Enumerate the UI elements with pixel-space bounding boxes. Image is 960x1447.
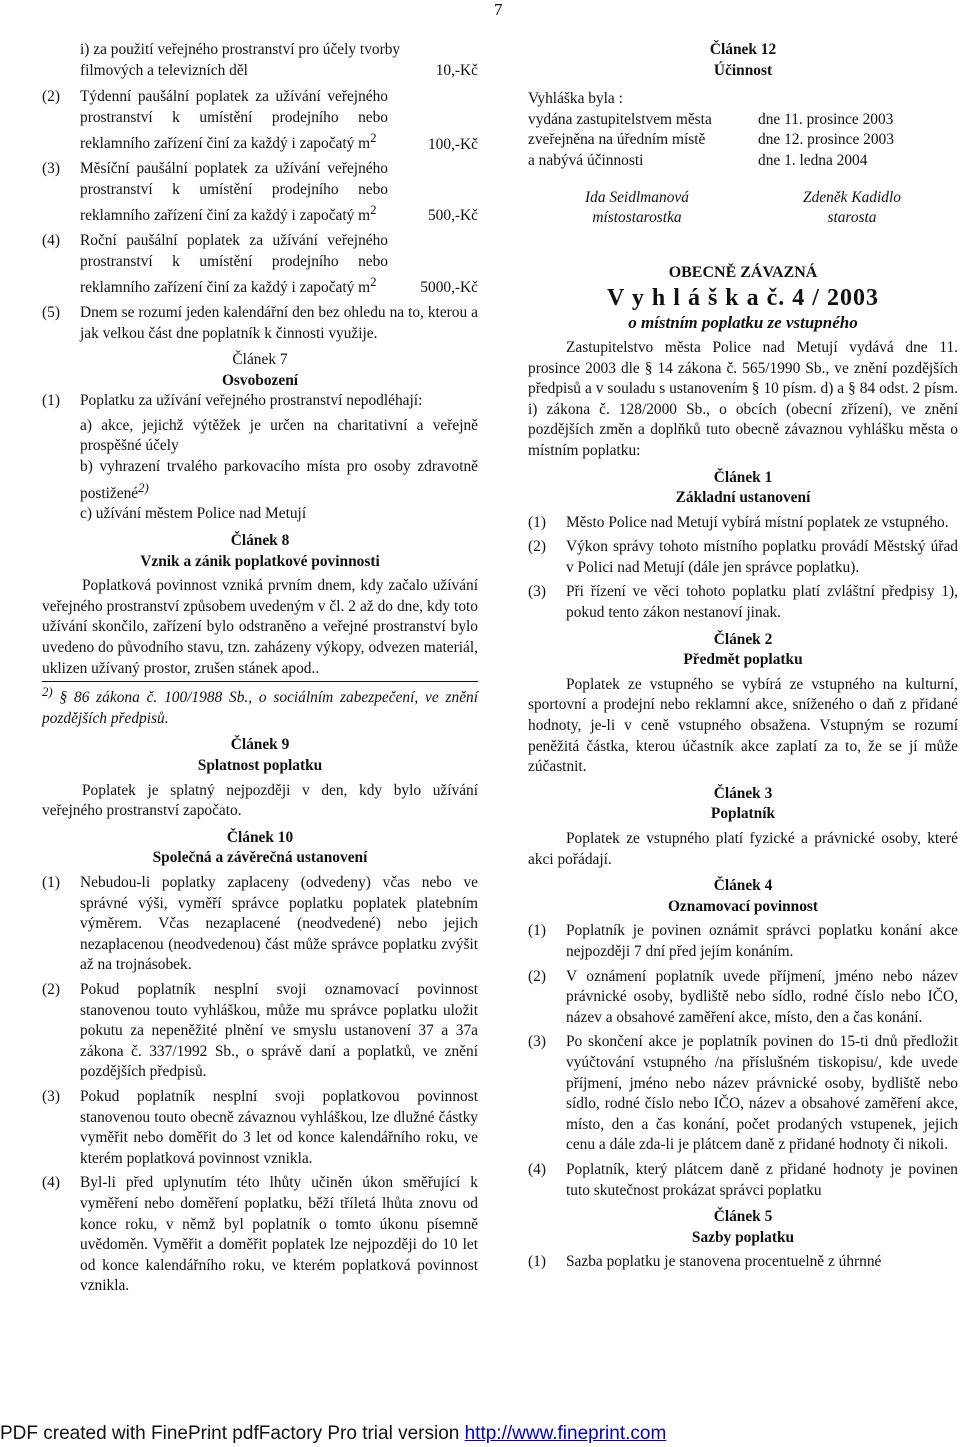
- effect-intro: Vyhláška byla :: [528, 90, 623, 108]
- article-number: Článek 12: [709, 41, 777, 58]
- fee-i-line2: [80, 61, 478, 82]
- item-number: (2): [42, 88, 60, 106]
- fee-line: [80, 87, 478, 155]
- item-text: Byl-li před uplynutím této lhůty učiněn úkon směřující k vyměření nebo doměření poplatku, běží tříletá lhůta znovu od konce roku, v němž byl poplatník o tomto úkonu písemně uvědoměn. Vyměřit a doměřit poplatek lze nejpozději do 10 let od konce kalendářního roku, ve kterém poplatková povinnost vznikla.: [80, 1174, 478, 1295]
- article-number: Článek 9: [230, 736, 290, 754]
- article-title: Poplatník: [710, 805, 776, 823]
- footnote-text: § 86 zákona č. 100/1988 Sb., o sociálním zabezpečení, ve znění pozdějších předpisů.: [42, 689, 478, 727]
- list-item: [528, 513, 958, 534]
- regulation-subtitle: o místním poplatku ze vstupného: [628, 313, 858, 333]
- unit-exponent: 2: [370, 203, 377, 218]
- footnote: [42, 682, 478, 729]
- fee-text: [80, 231, 388, 299]
- article-number: Článek 4: [713, 877, 773, 895]
- list-item: [528, 1160, 958, 1201]
- date-value: dne 11. prosince 2003: [758, 110, 894, 128]
- fee-amount: 5000,-Kč: [420, 279, 478, 297]
- fee-description: Měsíční paušální poplatek za užívání veřejného prostranství k umístění prodejního nebo reklamního zařízení činí za každý i započatý m: [80, 160, 388, 225]
- item-number: (2): [528, 967, 546, 985]
- article-number: Článek 5: [713, 1208, 773, 1226]
- item-text: Nebudou-li poplatky zaplaceny (odvedeny) včas nebo ve správné výši, vyměří správce poplatku poplatek platebním výměrem. Včas nezaplacené (neodvedené) nebo jejich nezaplacenou (neodvedenou) část může správce poplatku zvýšit až na trojnásobek.: [80, 874, 478, 974]
- item-text: V oznámení poplatník uvede příjmení, jméno nebo název právnické osoby, bydliště nebo sídlo, rodné číslo nebo IČO, název a obsahové zaměření akce, místo, den a čas konání.: [566, 967, 958, 1026]
- item-text: Při řízení ve věci tohoto poplatku platí zvláštní předpisy 1), pokud tento zákon nestanoví jinak.: [566, 583, 958, 622]
- date-value: dne 12. prosince 2003: [758, 131, 894, 149]
- article-title: Účinnost: [713, 61, 773, 79]
- signatory-name: Zdeněk Kadidlo: [803, 188, 901, 206]
- item-text: Pokud poplatník nesplní svoji poplatkovou povinnost stanovenou touto obecně závaznou vyhláškou, lze dlužné částky vyměřit nebo doměřit do 3 let od konce kalendářního roku, ve kterém poplatková povinnost vznikla.: [80, 1087, 478, 1167]
- item-number: (1): [42, 392, 60, 410]
- list-item: [42, 1087, 478, 1169]
- exemption-c: c) užívání městem Police nad Metují: [80, 505, 307, 523]
- article-title: Předmět poplatku: [683, 651, 803, 669]
- list-item: [42, 1173, 478, 1297]
- article-1-heading: [528, 468, 958, 509]
- item-text: Poplatník je povinen oznámit správci poplatku konání akce nejpozději 7 dní před jejím konáním.: [566, 922, 958, 960]
- fee-amount: 500,-Kč: [427, 207, 478, 225]
- item-number: (3): [528, 1033, 546, 1051]
- paragraph-5: [42, 303, 478, 344]
- article-title: Sazby poplatku: [691, 1228, 795, 1246]
- fee-i-amount: 10,-Kč: [435, 61, 478, 79]
- article-2-heading: [528, 630, 958, 671]
- list-item: [528, 921, 958, 962]
- signature-right: [803, 188, 901, 229]
- item-number: (1): [528, 513, 546, 531]
- fee-line: [80, 159, 478, 227]
- footer-link[interactable]: http://www.fineprint.com: [464, 1423, 667, 1444]
- fee-item: [42, 87, 478, 155]
- article-title: Základní ustanovení: [675, 489, 811, 507]
- footnote-mark: 2): [42, 685, 53, 700]
- item-number: (1): [528, 1253, 546, 1271]
- article-title: Oznamovací povinnost: [667, 897, 819, 915]
- left-column: [42, 40, 478, 1301]
- item-number: (2): [528, 538, 546, 556]
- fee-description: Roční paušální poplatek za užívání veřejného prostranství k umístění prodejního nebo reklamního zařízení činí za každý i započatý m: [80, 232, 388, 297]
- list-item: [42, 873, 478, 976]
- signatures: [528, 188, 958, 229]
- item-number: (2): [42, 980, 60, 998]
- date-label: vydána zastupitelstvem města: [528, 110, 712, 128]
- article-8-text: Poplatková povinnost vzniká prvním dnem, kdy začalo užívání veřejného prostranství způsobem uvedeným v čl. 2 až do dne, kdy toto užívání skončilo, zařízení bylo odstraněno a veřejné prostranství bylo uvedeno do původního stavu, tzn. zaházeny výkopy, odvezen materiál, uklizen užívaný prostor, zrušen stánek apod..: [42, 577, 478, 677]
- fee-list: [42, 87, 478, 299]
- exemption-b-text: b) vyhrazení trvalého parkovacího místa pro osoby zdravotně postižené: [80, 458, 478, 502]
- pdf-footer: [0, 1420, 960, 1447]
- article-2-text: Poplatek ze vstupného se vybírá ze vstupného na kulturní, sportovní a prodejní nebo reklamní akce, sníženého o daň z přidané hodnoty, je-li v ceně vstupného obsažena. Vstupným se rozumí peněžitá částka, kterou účastník akce zaplatí za to, že se jí může zúčastnit.: [528, 675, 958, 776]
- article-number: Článek 2: [713, 630, 773, 648]
- item-text: Pokud poplatník nesplní svoji oznamovací povinnost stanovenou touto vyhláškou, může mu správce poplatku uložit pokutu za nepeněžité plnění ve smyslu ustanovení 37 a 37a zákona č. 337/1992 Sb., o správě daní a poplatků, ve znění pozdějších předpisů.: [80, 980, 478, 1081]
- article-title: Splatnost poplatku: [197, 757, 323, 775]
- article-10-list: [42, 873, 478, 1297]
- fee-text: [80, 87, 388, 155]
- fee-item: [42, 231, 478, 299]
- list-item: [528, 582, 958, 623]
- article-7-heading: [42, 350, 478, 391]
- article-4-list: [528, 921, 958, 1201]
- item-number: (4): [42, 1174, 60, 1192]
- list-item: [528, 537, 958, 578]
- item-text: Poplatník, který plátcem daně z přidané hodnoty je povinen tuto skutečnost prokázat správci poplatku: [566, 1160, 958, 1199]
- fee-line: [80, 231, 478, 299]
- exemption-b: [42, 457, 478, 504]
- item-text: [80, 231, 478, 299]
- article-8-heading: [42, 531, 478, 572]
- exemption-a: a) akce, jejichž výtěžek je určen na charitativní a veřejně prospěšné účely: [80, 416, 478, 455]
- article-9-heading: [42, 735, 478, 776]
- footer-text: PDF created with FinePrint pdfFactory Pro trial version: [0, 1423, 465, 1444]
- list-item: [528, 967, 958, 1029]
- fee-description: Týdenní paušální poplatek za užívání veřejného prostranství k umístění prodejního nebo reklamního zařízení činí za každý i započatý m: [80, 88, 388, 153]
- article-4-heading: [528, 876, 958, 917]
- regulation-intro: Zastupitelstvo města Police nad Metují vydává dne 11. prosince 2003 dle § 14 zákona č. 565/1990 Sb., ve znění pozdějších předpisů a v souladu s ustanovením § 10 písm. d) a § 84 odst. 2 písm. i) zákona č. 128/2000 Sb., o obcích (obecní zřízení), ve znění pozdějších změn a doplňků tuto obecně závaznou vyhlášku města o místním poplatku:: [528, 338, 958, 459]
- fee-i-text: filmových a televizních děl: [80, 61, 248, 79]
- article-number: Článek 1: [713, 468, 773, 486]
- signatory-role: starosta: [827, 209, 877, 227]
- fee-i-line1: i) za použití veřejného prostranství pro účely tvorby: [80, 41, 401, 58]
- signatory-role: místostarostka: [592, 209, 682, 227]
- page-number: 7: [494, 0, 503, 19]
- article-number: Článek 8: [230, 531, 290, 549]
- article-9-text: Poplatek je splatný nejpozději v den, kdy bylo užívání veřejného prostranství započato.: [42, 781, 478, 820]
- article-title: Osvobození: [221, 371, 299, 389]
- unit-exponent: 2: [370, 275, 377, 290]
- article-number: Článek 10: [226, 828, 294, 846]
- item-number: (1): [42, 874, 60, 891]
- signatory-name: Ida Seidlmanová: [585, 188, 689, 206]
- article-7-paragraph-1: [42, 391, 478, 412]
- unit-exponent: 2: [370, 131, 377, 146]
- item-number: (4): [528, 1160, 546, 1178]
- item-text: Dnem se rozumí jeden kalendářní den bez ohledu na to, kterou a jak velkou část dne poplatník k činnosti využije.: [80, 303, 478, 342]
- fee-i: [42, 40, 478, 81]
- item-number: (1): [528, 922, 546, 940]
- right-column: [528, 40, 958, 1277]
- list-item: [528, 1252, 958, 1273]
- effect-dates: [528, 110, 958, 172]
- list-item: [42, 980, 478, 1083]
- date-value: dne 1. ledna 2004: [758, 151, 868, 169]
- item-text: Město Police nad Metují vybírá místní poplatek ze vstupného.: [566, 513, 949, 531]
- item-text: Poplatku za užívání veřejného prostranství nepodléhají:: [80, 392, 423, 410]
- item-text: Po skončení akce je poplatník povinen do 15-ti dnů předložit vyúčtování vstupného /na příslušném tiskopisu/, kde uvede příjmení, jméno nebo název právnické osoby, bydliště nebo sídlo, rodné číslo nebo IČO, název a obsahové zaměření akce, místo, den a čas konání, počet prodaných vstupenek, jejich cenu a dále zda-li je plátcem daně z přidané hodnoty či nikoli.: [566, 1033, 958, 1154]
- article-5-list: [528, 1252, 958, 1273]
- list-item: [528, 1032, 958, 1156]
- article-10-heading: [42, 828, 478, 869]
- item-text: Sazba poplatku je stanovena procentuelně z úhrnné: [566, 1253, 882, 1271]
- article-5-heading: [528, 1207, 958, 1248]
- date-label: zveřejněna na úředním místě: [528, 131, 706, 149]
- fee-item: [42, 159, 478, 227]
- item-number: (5): [42, 303, 60, 321]
- article-1-list: [528, 513, 958, 624]
- item-number: (3): [42, 160, 60, 178]
- article-title: Vznik a zánik poplatkové povinnosti: [140, 552, 380, 570]
- article-12-heading: [528, 40, 958, 81]
- signature-left: [585, 188, 689, 229]
- item-number: (3): [528, 583, 546, 601]
- article-3-text: Poplatek ze vstupného platí fyzické a právnické osoby, které akci pořádají.: [528, 830, 958, 868]
- fee-amount: 100,-Kč: [427, 135, 478, 153]
- item-text: [80, 159, 478, 227]
- binding-label: OBECNĚ ZÁVAZNÁ: [668, 263, 818, 281]
- item-text: Výkon správy tohoto místního poplatku provádí Městský úřad v Polici nad Metují (dále jen správce poplatku).: [566, 538, 958, 576]
- article-title: Společná a závěrečná ustanovení: [152, 849, 368, 867]
- date-label: a nabývá účinnosti: [528, 151, 644, 169]
- article-number: Článek 7: [232, 351, 288, 369]
- item-number: (3): [42, 1087, 60, 1105]
- item-number: (4): [42, 232, 60, 249]
- regulation-title: V y h l á š k a č. 4 / 2003: [607, 285, 879, 312]
- item-text: [80, 87, 478, 155]
- fee-text: [80, 159, 388, 227]
- footnote-ref: 2): [138, 480, 149, 495]
- article-number: Článek 3: [713, 784, 773, 802]
- article-3-heading: [528, 784, 958, 825]
